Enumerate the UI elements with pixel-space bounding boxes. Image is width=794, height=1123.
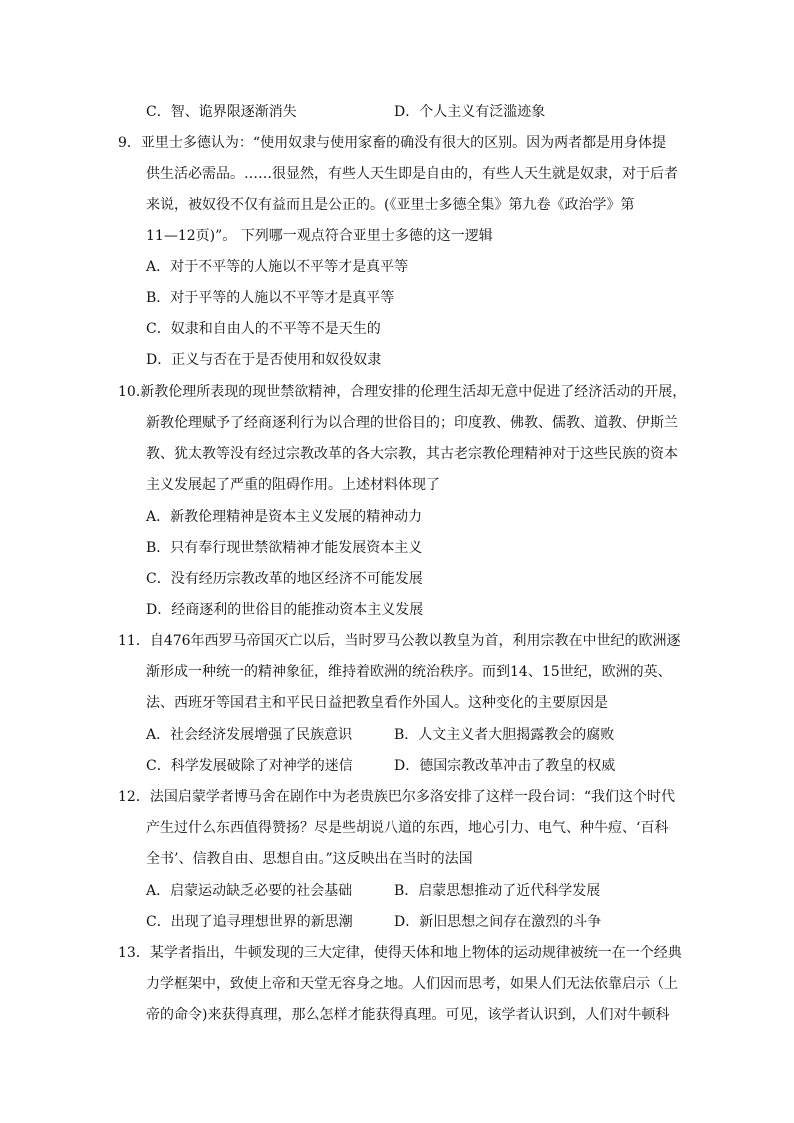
- question-text-line: 9．亚里士多德认为：“使用奴隶与使用家畜的确没有很大的区别。因为两者都是用身体提: [118, 135, 667, 151]
- question-text-line: 帝的命令)来获得真理，那么怎样才能获得真理。可见，该学者认识到，人们对牛顿科: [146, 1007, 670, 1023]
- question-text-line: 新教伦理赋予了经商逐利行为以合理的世俗目的；印度教、佛教、儒教、道教、伊斯兰: [146, 415, 678, 431]
- option-a: A．新教伦理精神是资本主义发展的精神动力: [146, 509, 423, 525]
- question-text-line: 产生过什么东西值得赞扬？尽是些胡说八道的东西，地心引力、电气、种牛痘、‘百科: [146, 820, 669, 836]
- option-c: C．智、诡界限逐渐消失: [146, 104, 297, 120]
- option-a: A．启蒙运动缺乏必要的社会基础: [146, 883, 353, 899]
- option-c: C．奴隶和自由人的不平等不是天生的: [146, 321, 381, 337]
- question-text-line: 法、西班牙等国君主和平民日益把教皇看作外国人。这种变化的主要原因是: [146, 695, 608, 711]
- question-text-line: 渐形成一种统一的精神象征，维持着欧洲的统治秩序。而到14、15世纪，欧洲的英、: [146, 664, 672, 680]
- option-d: D．新旧思想之间存在激烈的斗争: [394, 914, 602, 930]
- question-text-line: 力学框架中，致使上帝和天堂无容身之地。人们因而思考，如果人们无法依靠启示（上: [146, 976, 678, 992]
- question-text-line: 教、犹太教等没有经过宗教改革的各大宗教，其古老宗教伦理精神对于这些民族的资本: [146, 446, 678, 462]
- option-b: B．对于平等的人施以不平等才是真平等: [146, 290, 395, 306]
- option-b: B．只有奉行现世禁欲精神才能发展资本主义: [146, 540, 423, 556]
- option-a: A．社会经济发展增强了民族意识: [146, 727, 353, 743]
- option-d: D．德国宗教改革冲击了教皇的权威: [394, 758, 616, 774]
- option-b: B．人文主义者大胆揭露教会的腐败: [394, 727, 615, 743]
- question-text-line: 供生活必需品。……很显然，有些人天生即是自由的，有些人天生就是奴隶，对于后者: [146, 166, 678, 182]
- option-d: D．个人主义有泛滥迹象: [394, 104, 546, 120]
- option-c: C．科学发展破除了对神学的迷信: [146, 758, 353, 774]
- question-text-line: 12．法国启蒙学者博马舍在剧作中为老贵族巴尔多洛安排了这样一段台词：“我们这个时代: [118, 789, 675, 805]
- question-text-line: 来说，被奴役不仅有益而且是公正的。(《亚里士多德全集》第九卷《政治学》第: [146, 197, 635, 213]
- question-text-line: 11—12页)”。 下列哪一观点符合亚里士多德的这一逻辑: [146, 228, 493, 244]
- question-text-line: 11．自476年西罗马帝国灭亡以后，当时罗马公教以教皇为首，利用宗教在中世纪的欧洲逐: [118, 633, 681, 649]
- option-c: C．没有经历宗教改革的地区经济不可能发展: [146, 571, 423, 587]
- option-a: A．对于不平等的人施以不平等才是真平等: [146, 259, 409, 275]
- option-c: C．出现了追寻理想世界的新思潮: [146, 914, 353, 930]
- question-text-line: 10.新教伦理所表现的现世禁欲精神，合理安排的伦理生活却无意中促进了经济活动的开展，: [118, 384, 687, 400]
- option-b: B．启蒙思想推动了近代科学发展: [394, 883, 601, 899]
- question-text-line: 全书’、信教自由、思想自由。”这反映出在当时的法国: [146, 851, 473, 867]
- question-text-line: 13．某学者指出，牛顿发现的三大定律，使得天体和地上物体的运动规律被统一在一个经典: [118, 945, 682, 961]
- question-text-line: 主义发展起了严重的阻碍作用。上述材料体现了: [146, 477, 440, 493]
- option-d: D．经商逐利的世俗目的能推动资本主义发展: [146, 602, 424, 618]
- option-d: D．正义与否在于是否使用和奴役奴隶: [146, 352, 382, 368]
